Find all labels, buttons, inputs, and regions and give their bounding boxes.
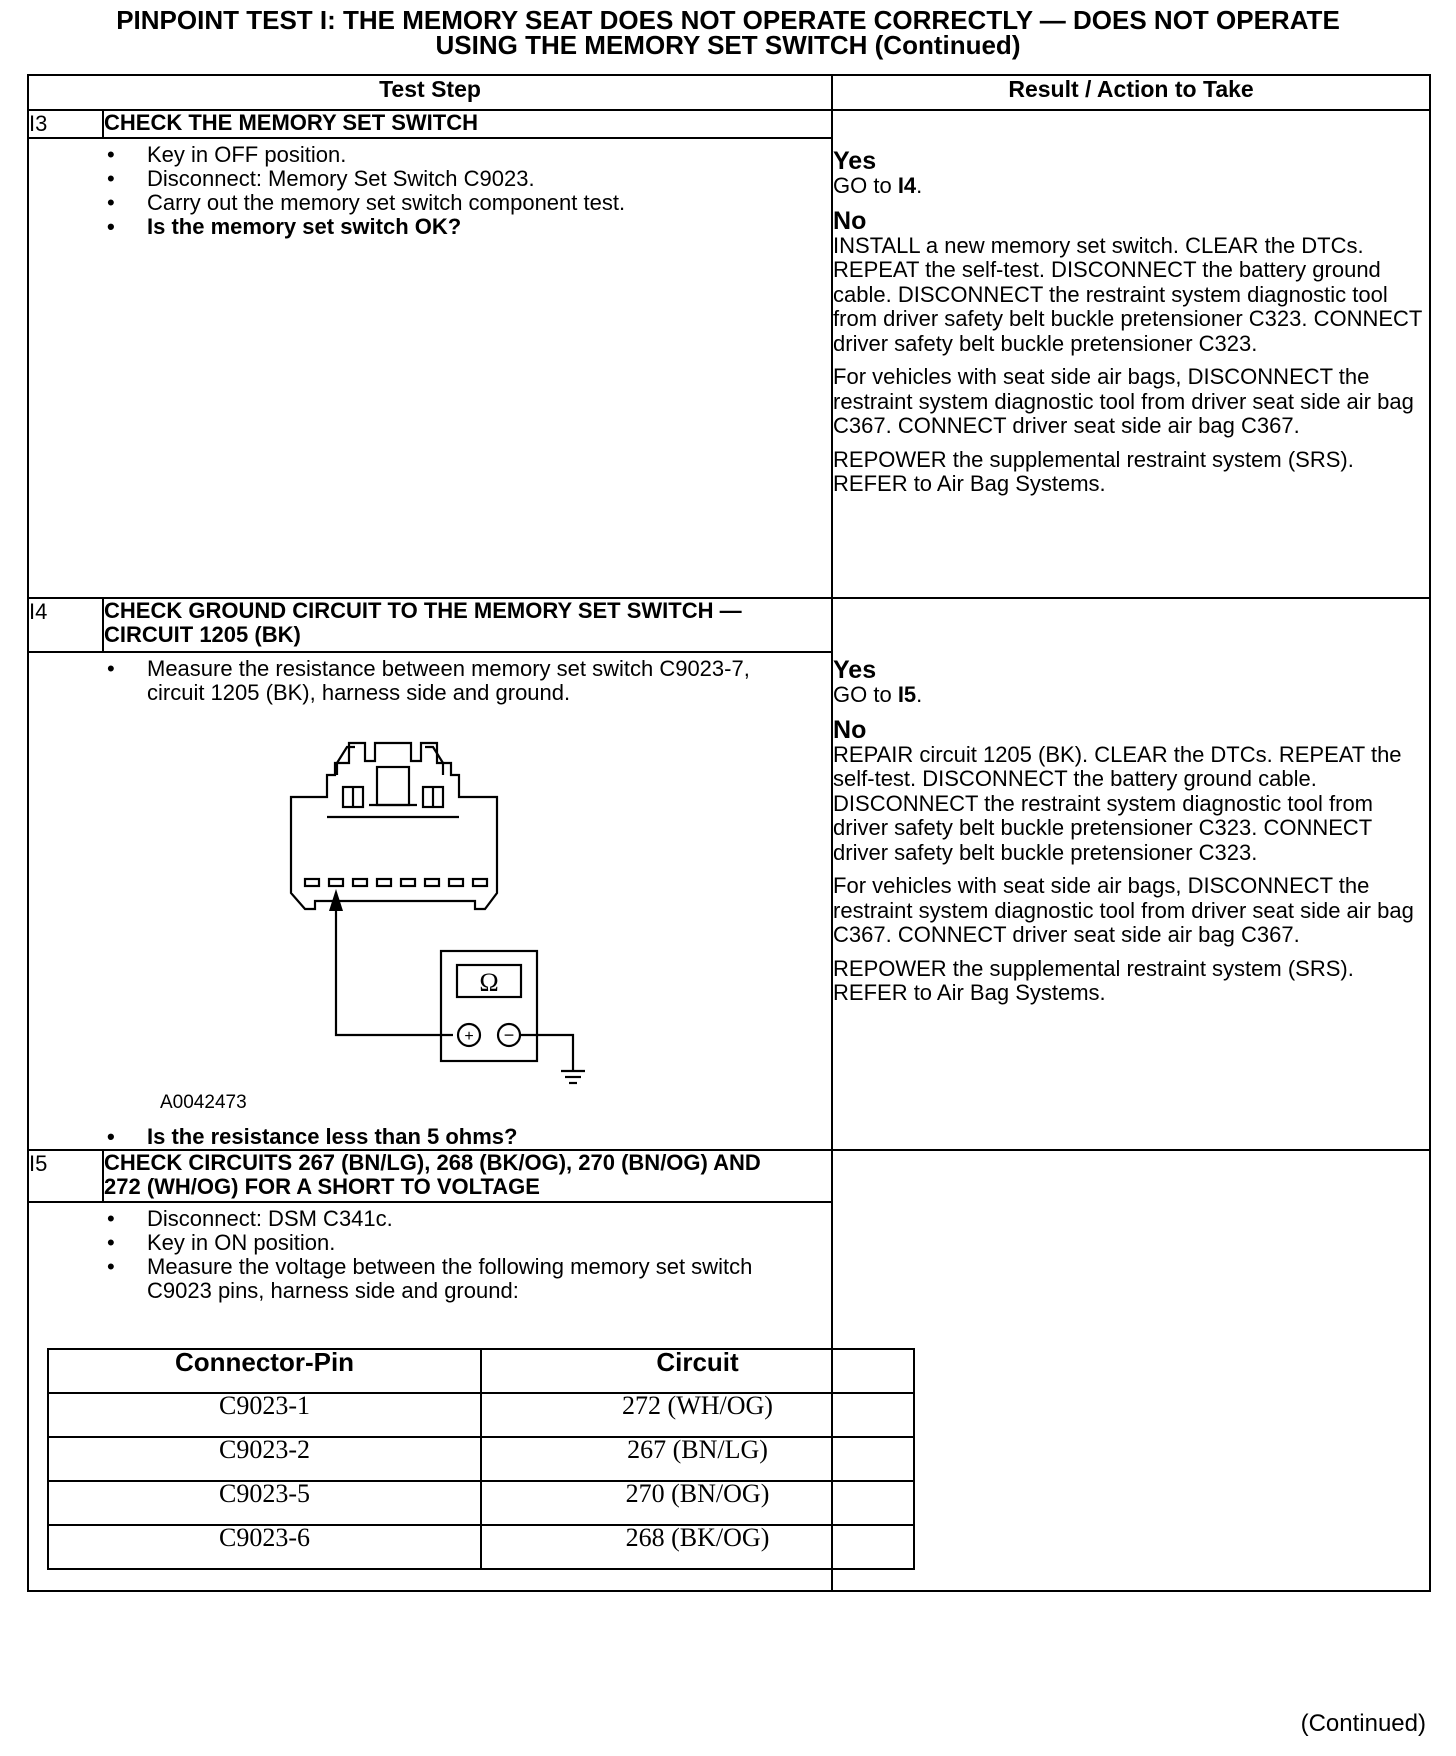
bullet-line-1: Measure the voltage between the following memory set switch [147, 1254, 753, 1279]
step-i5-title-row [28, 1150, 1430, 1202]
yes-ref: I5 [897, 682, 917, 707]
step-title-line-2: CIRCUIT 1205 (BK) [104, 622, 301, 647]
step-question: • Is the resistance less than 5 ohms? [147, 1125, 831, 1149]
bullet-line-2: circuit 1205 (BK), harness side and ground. [147, 680, 571, 705]
step-id: I3 [28, 110, 103, 138]
no-action-1: REPAIR circuit 1205 (BK). CLEAR the DTCs. REPEAT the self-test. DISCONNECT the battery ground cable. DISCONNECT the restraint system diagnostic tool from driver safety belt buckle pretensioner C323. CONNECT driver safety belt buckle pretensioner C323. [833, 741, 1402, 865]
minus-sign: − [503, 1025, 515, 1045]
step-title: CHECK THE MEMORY SET SWITCH [103, 110, 832, 138]
column-header-connector-pin: Connector-Pin [48, 1349, 481, 1393]
circuit-cell: 267 (BN/LG) [481, 1437, 914, 1481]
no-action-3: REPOWER the supplemental restraint system (SRS). REFER to Air Bag Systems. [833, 446, 1354, 496]
step-title-line-1: CHECK CIRCUITS 267 (BN/LG), 268 (BK/OG), 270 (BN/OG) AND [104, 1150, 761, 1175]
step-title-line-2: 272 (WH/OG) FOR A SHORT TO VOLTAGE [104, 1174, 540, 1199]
yes-label: Yes [833, 656, 877, 684]
pinpoint-test-table [27, 74, 1431, 1592]
connector-latch [377, 767, 409, 805]
step-body [28, 652, 832, 1150]
step-bullet: • Key in ON position. [147, 1231, 831, 1255]
connector-pin-cell: C9023-6 [48, 1525, 481, 1569]
step-bullet: • Disconnect: DSM C341c. [147, 1207, 831, 1231]
connector-pins [305, 879, 487, 886]
connector-pin-table [47, 1348, 915, 1570]
no-label: No [833, 206, 867, 235]
step-question: • Is the memory set switch OK? [147, 215, 831, 239]
step-title [103, 598, 832, 652]
title-line-1: PINPOINT TEST I: THE MEMORY SEAT DOES NOT OPERATE CORRECTLY — DOES NOT OPERATE [116, 5, 1340, 35]
yes-action: GO to [833, 682, 898, 707]
step-i3-result [832, 110, 1430, 598]
yes-label: Yes [833, 147, 877, 175]
continued-note: (Continued) [1300, 1710, 1426, 1737]
step-title [103, 1150, 832, 1202]
no-action-2: For vehicles with seat side air bags, DISCONNECT the restraint system diagnostic tool from driver seat side air bag C367. CONNECT driver seat side air bag C367. [833, 364, 1414, 438]
test-step-header: Test Step [28, 75, 832, 110]
table-row [48, 1525, 914, 1569]
result-header: Result / Action to Take [832, 75, 1430, 110]
title-line-2: USING THE MEMORY SET SWITCH (Continued) [435, 30, 1021, 60]
circuit-cell: 272 (WH/OG) [481, 1393, 914, 1437]
page-title [0, 5, 1456, 60]
probe-lead [336, 895, 453, 1035]
connector-pin-cell: C9023-5 [48, 1481, 481, 1525]
connector-pin-cell: C9023-1 [48, 1393, 481, 1437]
bullet-line-1: Measure the resistance between memory set switch C9023-7, [147, 656, 750, 681]
plus-sign: + [464, 1028, 474, 1045]
yes-action: GO to [833, 173, 898, 198]
no-label: No [833, 715, 867, 744]
step-bullet [147, 657, 831, 705]
figure-id: A0042473 [160, 1092, 247, 1113]
bullet-line-2: C9023 pins, harness side and ground: [147, 1278, 519, 1303]
step-id: I5 [28, 1150, 103, 1202]
no-action-1: INSTALL a new memory set switch. CLEAR the DTCs. REPEAT the self-test. DISCONNECT the battery ground cable. DISCONNECT the restraint system diagnostic tool from driver safety belt buckle pretensioner C323. CONNECT driver safety belt buckle pretensioner C323. [833, 232, 1422, 356]
step-bullet [147, 1255, 831, 1303]
ground-symbol-icon [561, 1071, 585, 1083]
column-header-circuit: Circuit [481, 1349, 914, 1393]
yes-ref: I4 [897, 173, 917, 198]
step-body [28, 1202, 832, 1591]
step-bullet: • Carry out the memory set switch component test. [147, 191, 831, 215]
table-row [48, 1437, 914, 1481]
step-id: I4 [28, 598, 103, 652]
table-row [48, 1481, 914, 1525]
ohmmeter-diagram [29, 705, 909, 1125]
yes-end: . [916, 173, 923, 198]
ohm-symbol-icon: Ω [479, 968, 499, 997]
ground-lead [520, 1035, 573, 1071]
step-title-line-1: CHECK GROUND CIRCUIT TO THE MEMORY SET SWITCH — [104, 598, 742, 623]
circuit-cell: 270 (BN/OG) [481, 1481, 914, 1525]
circuit-cell: 268 (BK/OG) [481, 1525, 914, 1569]
step-i5-result [832, 1150, 1430, 1591]
step-bullet: • Disconnect: Memory Set Switch C9023. [147, 167, 831, 191]
step-i4-result [832, 598, 1430, 1150]
table-row [48, 1393, 914, 1437]
no-action-2: For vehicles with seat side air bags, DISCONNECT the restraint system diagnostic tool from driver seat side air bag C367. CONNECT driver seat side air bag C367. [833, 873, 1414, 947]
yes-end: . [916, 682, 923, 707]
no-action-3: REPOWER the supplemental restraint system (SRS). REFER to Air Bag Systems. [833, 955, 1354, 1005]
step-bullet: • Key in OFF position. [147, 143, 831, 167]
table-header-row [48, 1349, 914, 1393]
connector-pin-cell: C9023-2 [48, 1437, 481, 1481]
step-body [28, 138, 832, 598]
step-i4-title-row [28, 598, 1430, 652]
step-i3-title-row [28, 110, 1430, 138]
connector-diagram [29, 705, 909, 1125]
table-header-row [28, 75, 1430, 110]
